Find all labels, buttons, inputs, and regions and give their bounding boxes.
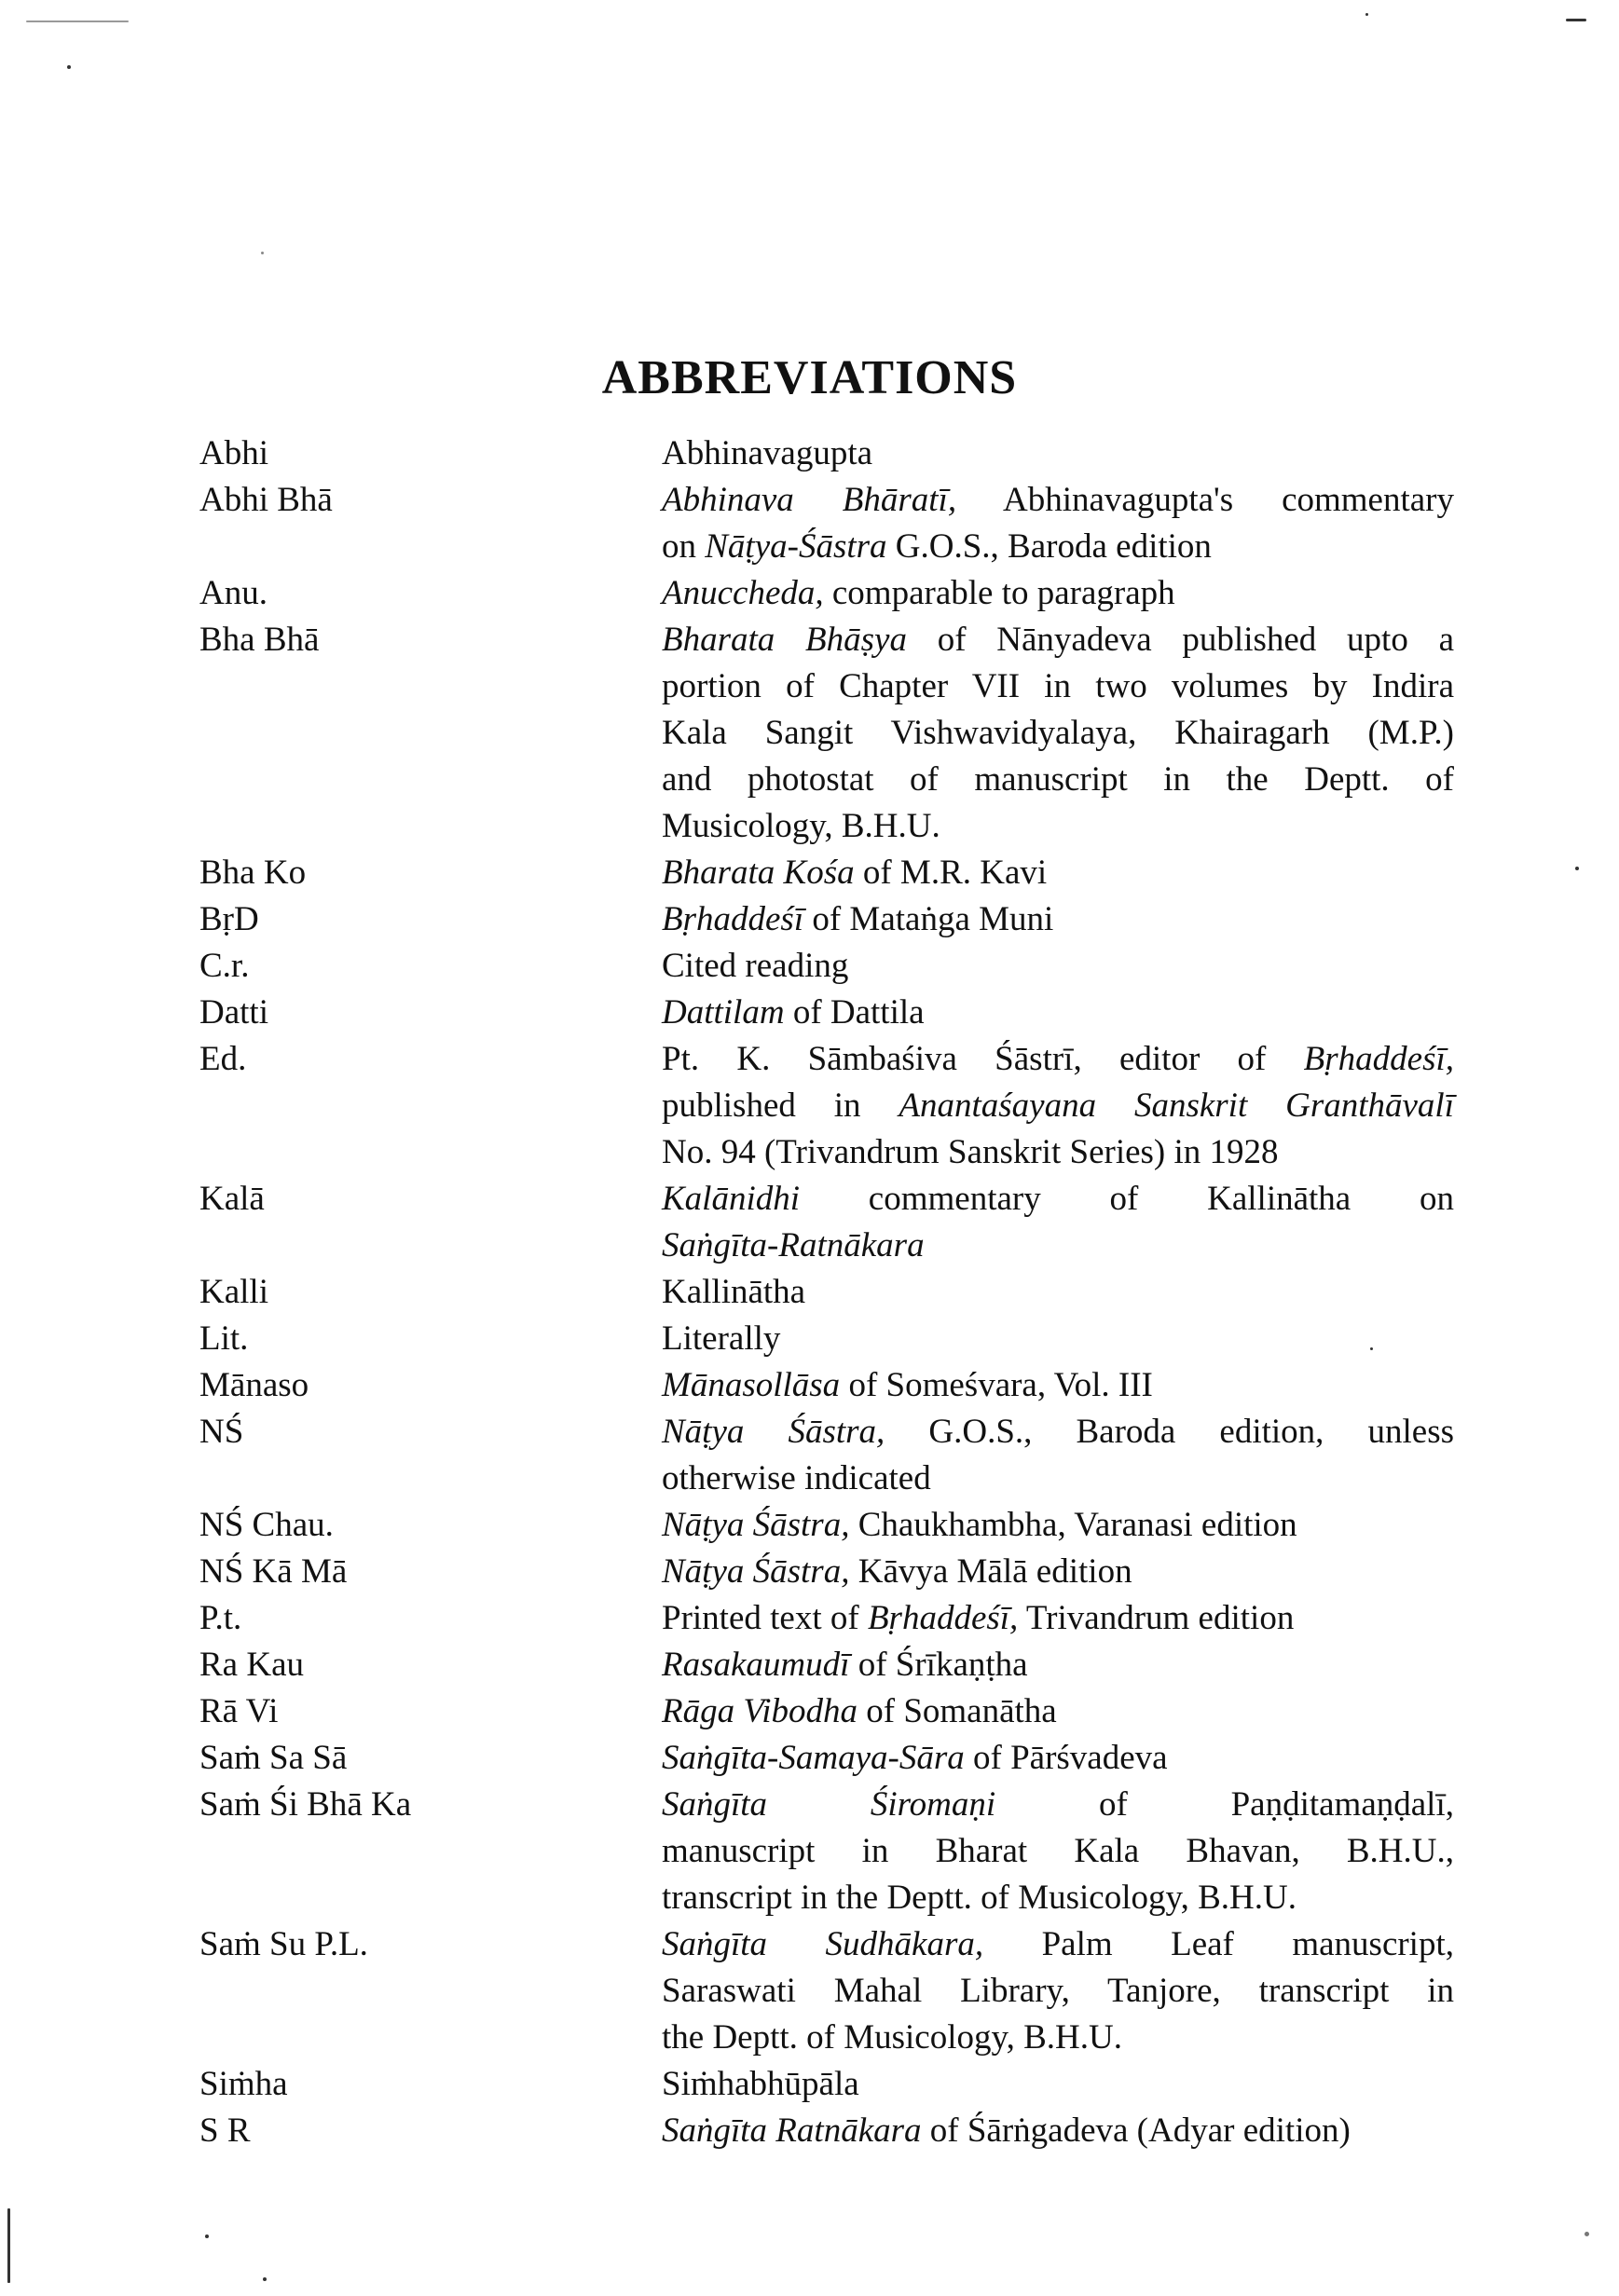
abbreviation-meaning <box>662 570 1454 617</box>
italic-title-text: Nāṭya-Śāstra <box>705 527 887 566</box>
meaning-line <box>662 617 1454 663</box>
italic-title-text: Bṛhaddeśī, <box>1303 1040 1454 1078</box>
meaning-text: commentary of Kallinātha on <box>800 1180 1454 1218</box>
meaning-text: on <box>662 527 706 566</box>
meaning-text: of Someśvara, Vol. III <box>840 1366 1153 1404</box>
scan-speck <box>67 65 71 69</box>
meaning-line <box>662 2061 1454 2108</box>
meaning-text: of Pārśvadeva <box>964 1739 1168 1777</box>
italic-title-text: Saṅgīta-Ratnākara <box>662 1226 925 1264</box>
meaning-text: Abhinavagupta's commentary <box>956 481 1454 519</box>
meaning-text: Literally <box>662 1319 781 1358</box>
abbreviation-meaning <box>662 850 1454 896</box>
abbreviation-meaning <box>662 1269 1454 1316</box>
abbreviation-entry <box>0 430 1619 477</box>
page-title: ABBREVIATIONS <box>601 350 1018 404</box>
meaning-line <box>662 1782 1454 1828</box>
meaning-line <box>662 663 1454 710</box>
abbreviation-meaning <box>662 1036 1454 1176</box>
abbreviation-entry <box>0 1409 1619 1502</box>
scan-speck <box>1365 13 1368 16</box>
abbreviation-meaning <box>662 1782 1454 1921</box>
abbreviation-term: BṛD <box>199 900 259 938</box>
abbreviation-list <box>0 430 1619 2154</box>
meaning-text: of Śārṅgadeva (Adyar edition) <box>921 2112 1351 2150</box>
abbreviation-entry <box>0 896 1619 943</box>
abbreviation-term: Datti <box>199 993 268 1032</box>
italic-title-text: Rāga Vibodha <box>662 1692 858 1730</box>
meaning-line <box>662 1875 1454 1921</box>
meaning-line <box>662 1968 1454 2015</box>
meaning-line <box>662 1083 1454 1129</box>
italic-title-text: Rasakaumudī <box>662 1646 850 1684</box>
meaning-line <box>662 1409 1454 1456</box>
italic-title-text: Bṛhaddeśī <box>662 900 804 938</box>
abbreviation-meaning <box>662 2061 1454 2108</box>
scan-speck <box>1370 1347 1373 1350</box>
abbreviation-meaning <box>662 990 1454 1036</box>
abbreviation-meaning <box>662 2108 1454 2154</box>
abbreviation-meaning <box>662 1176 1454 1269</box>
abbreviation-entry <box>0 2061 1619 2108</box>
abbreviation-meaning <box>662 430 1454 477</box>
meaning-line <box>662 477 1454 524</box>
abbreviation-entry <box>0 477 1619 570</box>
meaning-text: Palm Leaf manuscript, <box>983 1925 1454 1963</box>
abbreviation-meaning <box>662 1362 1454 1409</box>
meaning-line <box>662 1362 1454 1409</box>
meaning-text: Trivandrum edition <box>1018 1599 1295 1637</box>
italic-title-text: Saṅgīta Śiromaṇi <box>662 1785 996 1824</box>
scan-speck <box>1575 867 1579 870</box>
italic-title-text: Mānasollāsa <box>662 1366 841 1404</box>
meaning-text: of Paṇḍitamaṇḍalī, <box>995 1785 1454 1824</box>
abbreviation-meaning <box>662 1921 1454 2061</box>
abbreviation-entry <box>0 1642 1619 1688</box>
italic-title-text: Abhinava Bhāratī, <box>662 481 957 519</box>
meaning-line <box>662 1456 1454 1502</box>
abbreviation-meaning <box>662 617 1454 850</box>
meaning-line <box>662 1595 1454 1642</box>
abbreviation-term: Saṁ Su P.L. <box>199 1925 368 1963</box>
meaning-text: G.O.S., Baroda edition, unless <box>885 1413 1454 1451</box>
meaning-text: portion of Chapter VII in two volumes by Indira <box>662 667 1454 705</box>
italic-title-text: Anuccheda, <box>662 574 824 612</box>
abbreviation-entry <box>0 1502 1619 1549</box>
italic-title-text: Nāṭya Śāstra, <box>662 1506 850 1544</box>
meaning-text: Siṁhabhūpāla <box>662 2065 859 2103</box>
italic-title-text: Bharata Bhāṣya <box>662 621 907 659</box>
abbreviation-term: NŚ <box>199 1413 244 1451</box>
italic-title-text: Saṅgīta Sudhākara, <box>662 1925 984 1963</box>
scan-speck <box>263 2277 267 2281</box>
abbreviation-entry <box>0 1362 1619 1409</box>
meaning-text: manuscript in Bharat Kala Bhavan, B.H.U., <box>662 1832 1454 1870</box>
scan-speck <box>7 2208 10 2283</box>
abbreviation-entry <box>0 1316 1619 1362</box>
meaning-text: No. 94 (Trivandrum Sanskrit Series) in 1928 <box>662 1133 1279 1171</box>
abbreviation-meaning <box>662 1409 1454 1502</box>
abbreviation-entry <box>0 850 1619 896</box>
abbreviation-entry <box>0 1782 1619 1921</box>
abbreviation-meaning <box>662 1735 1454 1782</box>
abbreviation-entry <box>0 1688 1619 1735</box>
meaning-text: of Mataṅga Muni <box>803 900 1054 938</box>
abbreviation-term: Rā Vi <box>199 1692 279 1730</box>
abbreviation-term: Bha Ko <box>199 854 307 892</box>
abbreviation-entry <box>0 943 1619 990</box>
scan-speck <box>205 2234 209 2238</box>
italic-title-text: Saṅgīta-Samaya-Sāra <box>662 1739 965 1777</box>
meaning-line <box>662 1688 1454 1735</box>
meaning-text: of Śrīkaṇṭha <box>849 1646 1028 1684</box>
meaning-text: otherwise indicated <box>662 1459 931 1497</box>
abbreviation-meaning <box>662 1688 1454 1735</box>
meaning-text: published in <box>662 1086 899 1125</box>
abbreviation-term: Lit. <box>199 1319 249 1358</box>
abbreviation-meaning <box>662 1549 1454 1595</box>
abbreviation-term: Kalā <box>199 1180 265 1218</box>
abbreviation-term: Anu. <box>199 574 268 612</box>
abbreviation-term: P.t. <box>199 1599 242 1637</box>
abbreviation-entry <box>0 570 1619 617</box>
meaning-line <box>662 1921 1454 1968</box>
meaning-line <box>662 710 1454 757</box>
abbreviation-entry <box>0 2108 1619 2154</box>
meaning-line <box>662 2015 1454 2061</box>
meaning-line <box>662 1036 1454 1083</box>
meaning-line <box>662 1176 1454 1223</box>
scan-speck <box>1566 19 1586 21</box>
meaning-text: the Deptt. of Musicology, B.H.U. <box>662 2018 1122 2057</box>
italic-title-text: Kalānidhi <box>662 1180 801 1218</box>
meaning-text: of M.R. Kavi <box>854 854 1048 892</box>
abbreviation-entry <box>0 1269 1619 1316</box>
meaning-line <box>662 1549 1454 1595</box>
meaning-text: Abhinavagupta <box>662 434 873 472</box>
abbreviation-term: Saṁ Sa Sā <box>199 1739 348 1777</box>
abbreviation-meaning <box>662 896 1454 943</box>
abbreviation-entry <box>0 990 1619 1036</box>
meaning-line <box>662 1316 1454 1362</box>
meaning-text: Kāvya Mālā edition <box>849 1552 1132 1591</box>
abbreviation-meaning <box>662 1595 1454 1642</box>
meaning-text: Chaukhambha, Varanasi edition <box>849 1506 1297 1544</box>
italic-title-text: Nāṭya Śāstra, <box>662 1413 885 1451</box>
meaning-line <box>662 943 1454 990</box>
meaning-line <box>662 896 1454 943</box>
meaning-line <box>662 803 1454 850</box>
abbreviation-term: Saṁ Śi Bhā Ka <box>199 1785 412 1824</box>
meaning-text: Saraswati Mahal Library, Tanjore, transcript in <box>662 1972 1454 2010</box>
meaning-line <box>662 430 1454 477</box>
italic-title-text: Anantaśayana Sanskrit Granthāvalī <box>899 1086 1454 1125</box>
meaning-text: comparable to paragraph <box>823 574 1175 612</box>
abbreviation-entry <box>0 1921 1619 2061</box>
meaning-line <box>662 757 1454 803</box>
abbreviation-term: Ra Kau <box>199 1646 304 1684</box>
abbreviation-term: Mānaso <box>199 1366 309 1404</box>
meaning-line <box>662 1828 1454 1875</box>
meaning-line <box>662 1502 1454 1549</box>
abbreviation-term: NŚ Kā Mā <box>199 1552 348 1591</box>
meaning-line <box>662 990 1454 1036</box>
abbreviation-term: S R <box>199 2112 251 2150</box>
abbreviation-term: Abhi Bhā <box>199 481 333 519</box>
meaning-text: Pt. K. Sāmbaśiva Śāstrī, editor of <box>662 1040 1304 1078</box>
italic-title-text: Dattilam <box>662 993 785 1032</box>
meaning-text: transcript in the Deptt. of Musicology, B.H.U. <box>662 1879 1297 1917</box>
abbreviation-entry <box>0 617 1619 850</box>
abbreviation-term: Bha Bhā <box>199 621 320 659</box>
italic-title-text: Bharata Kośa <box>662 854 855 892</box>
meaning-text: Kallinātha <box>662 1273 806 1311</box>
meaning-text: Cited reading <box>662 947 849 985</box>
abbreviation-entry <box>0 1176 1619 1269</box>
abbreviation-term: Ed. <box>199 1040 247 1078</box>
meaning-line <box>662 1129 1454 1176</box>
meaning-line <box>662 1642 1454 1688</box>
meaning-line <box>662 1735 1454 1782</box>
italic-title-text: Bṛhaddeśī, <box>867 1599 1019 1637</box>
meaning-text: of Nānyadeva published upto a <box>906 621 1454 659</box>
meaning-text: Printed text of <box>662 1599 868 1637</box>
italic-title-text: Nāṭya Śāstra, <box>662 1552 850 1591</box>
scan-speck <box>26 20 129 22</box>
abbreviation-entry <box>0 1595 1619 1642</box>
meaning-line <box>662 524 1454 570</box>
meaning-text: of Somanātha <box>858 1692 1057 1730</box>
meaning-text: and photostat of manuscript in the Deptt. of <box>662 760 1454 799</box>
meaning-text: Musicology, B.H.U. <box>662 807 940 845</box>
abbreviation-term: NŚ Chau. <box>199 1506 334 1544</box>
abbreviation-term: Siṁha <box>199 2065 288 2103</box>
scan-speck <box>1585 2232 1589 2236</box>
abbreviation-meaning <box>662 1642 1454 1688</box>
meaning-line <box>662 1269 1454 1316</box>
abbreviation-term: Abhi <box>199 434 268 472</box>
abbreviation-meaning <box>662 943 1454 990</box>
meaning-line <box>662 850 1454 896</box>
meaning-line <box>662 570 1454 617</box>
meaning-text: of Dattila <box>784 993 925 1032</box>
italic-title-text: Saṅgīta Ratnākara <box>662 2112 922 2150</box>
abbreviation-meaning <box>662 1316 1454 1362</box>
abbreviation-meaning <box>662 477 1454 570</box>
abbreviation-entry <box>0 1549 1619 1595</box>
abbreviation-term: Kalli <box>199 1273 268 1311</box>
meaning-line <box>662 1223 1454 1269</box>
meaning-line <box>662 2108 1454 2154</box>
abbreviation-entry <box>0 1735 1619 1782</box>
scan-speck <box>261 252 264 254</box>
abbreviation-entry <box>0 1036 1619 1176</box>
meaning-text: G.O.S., Baroda edition <box>886 527 1212 566</box>
meaning-text: Kala Sangit Vishwavidyalaya, Khairagarh (M.P.) <box>662 714 1454 752</box>
abbreviation-meaning <box>662 1502 1454 1549</box>
abbreviation-term: C.r. <box>199 947 250 985</box>
